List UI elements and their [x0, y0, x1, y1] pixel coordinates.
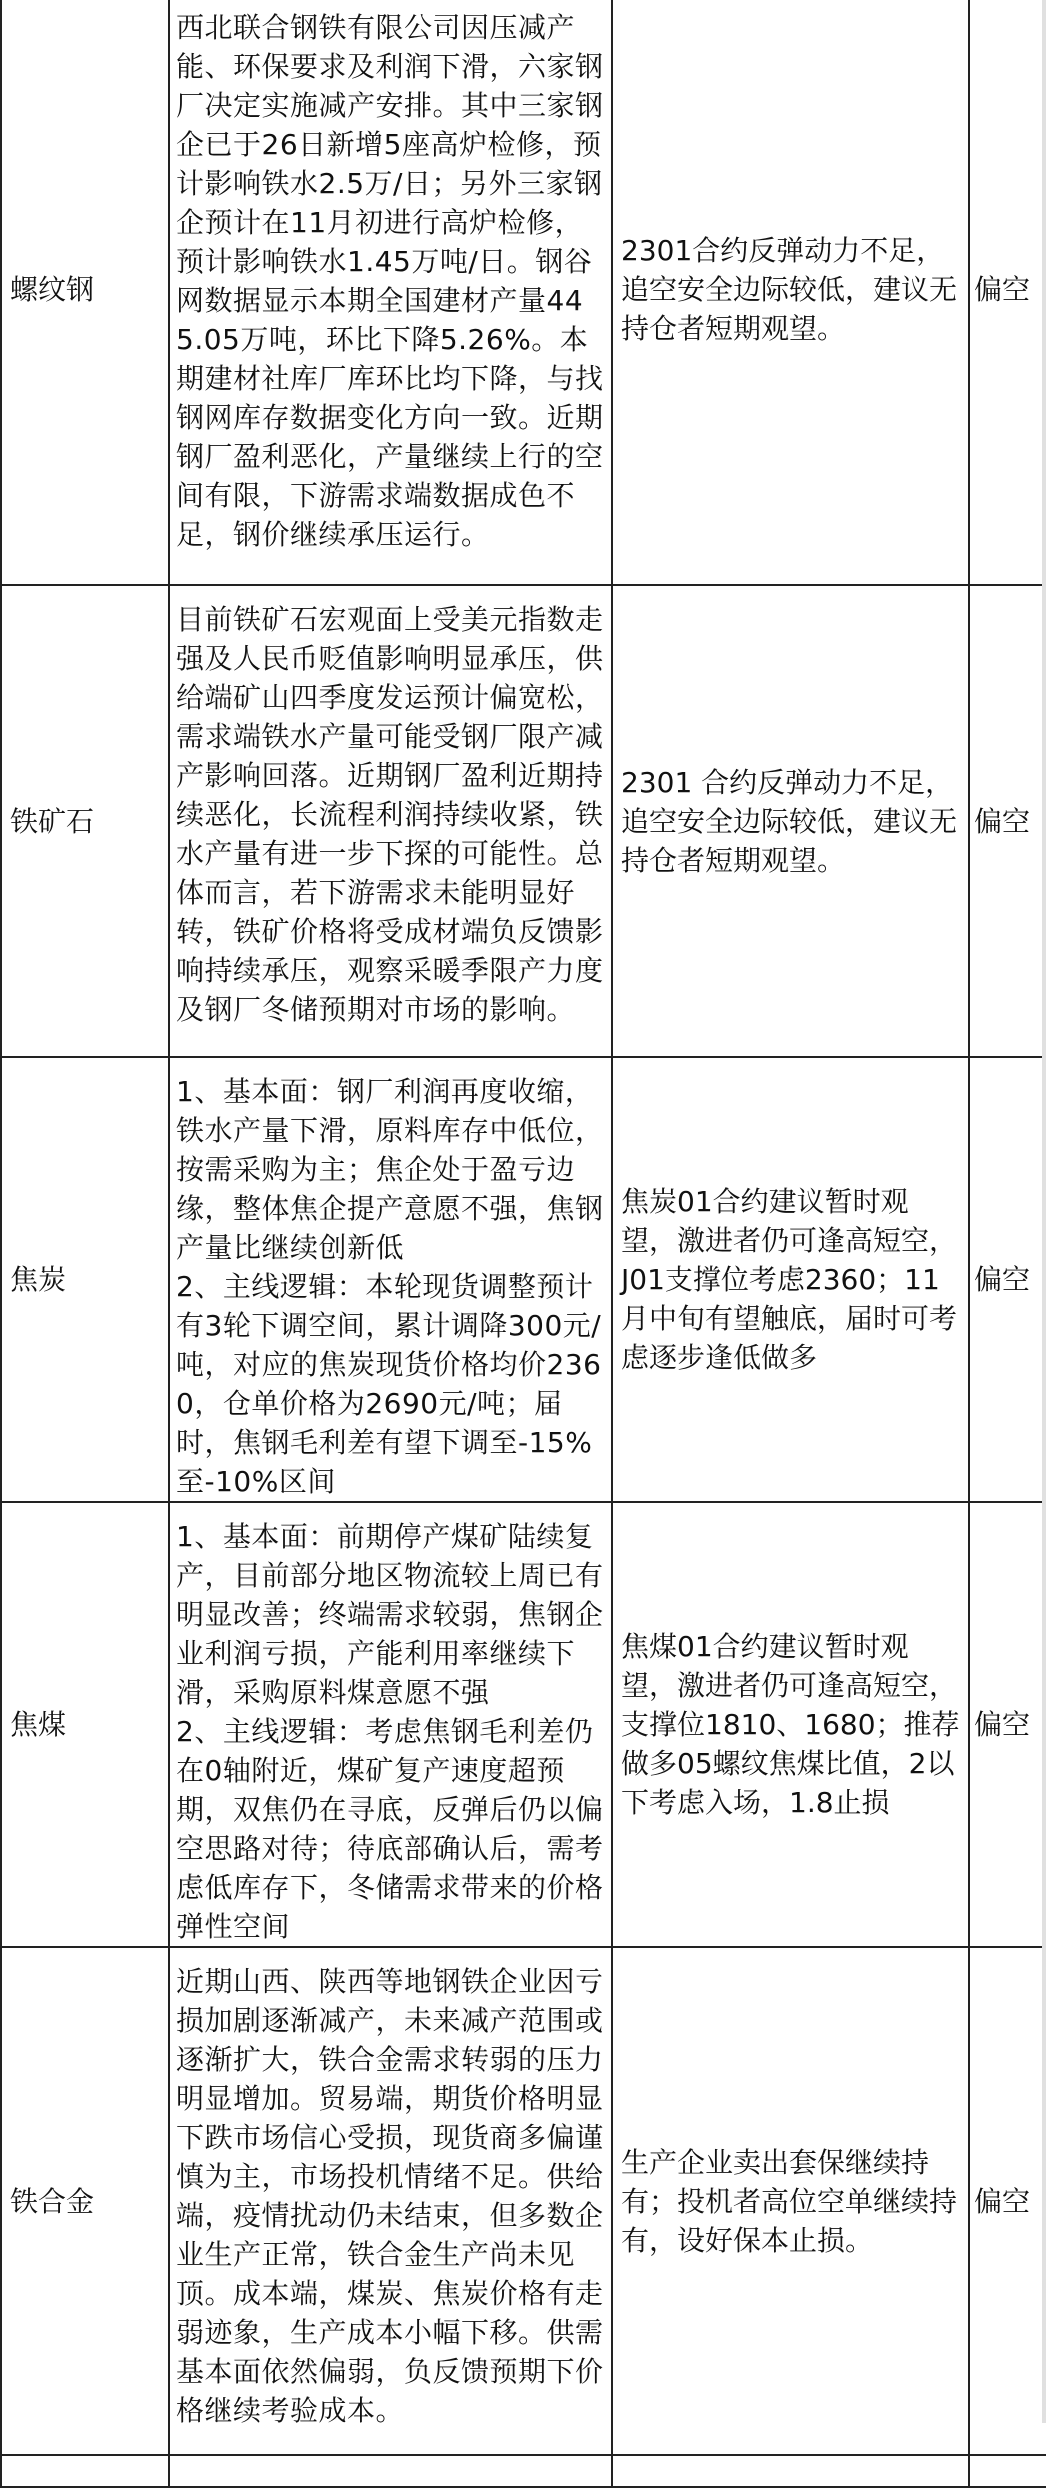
strategy-cell [612, 1057, 969, 1502]
commodity-name: 铁矿石 [1, 585, 169, 1057]
strategy-cell [612, 585, 969, 1057]
analysis-cell [169, 1947, 612, 2455]
table-row-iron-ore [1, 585, 1046, 1057]
analysis-cell [169, 1502, 612, 1947]
table-row-coking-coal [1, 1502, 1046, 1947]
view-label: 偏空 [969, 0, 1046, 585]
strategy-cell [612, 1502, 969, 1947]
scroll-edge [1042, 0, 1046, 2423]
analysis-text: 1、基本面：钢厂利润再度收缩，铁水产量下滑，原料库存中低位，按需采购为主；焦企处于盈亏边缘，整体焦企提产意愿不强，焦钢产量比继续创新低 2、主线逻辑：本轮现货调整预计有3轮下调空间，累计调降300元/吨，对应的焦炭现货价格均价2360，仓单价格为2690元/吨；届时，焦钢毛利差有望下调至-15%至-10%区间 [176, 1075, 604, 1498]
commodity-name: 焦炭 [1, 1057, 169, 1502]
strategy-cell [612, 0, 969, 585]
strategy-text: 2301 合约反弹动力不足，追空安全边际较低，建议无持仓者短期观望。 [621, 765, 958, 877]
strategy-text: 2301合约反弹动力不足，追空安全边际较低，建议无持仓者短期观望。 [621, 233, 958, 345]
commodity-name: 焦煤 [1, 1502, 169, 1947]
table-row-partial [1, 2455, 1046, 2487]
analysis-cell [169, 1057, 612, 1502]
empty-cell [969, 2455, 1046, 2487]
commodity-name: 螺纹钢 [1, 0, 169, 585]
analysis-cell [169, 0, 612, 585]
analysis-cell [169, 585, 612, 1057]
strategy-cell [612, 1947, 969, 2455]
view-label: 偏空 [969, 1057, 1046, 1502]
view-label: 偏空 [969, 1502, 1046, 1947]
strategy-text: 生产企业卖出套保继续持有；投机者高位空单继续持有，设好保本止损。 [621, 2145, 958, 2257]
analysis-text: 目前铁矿石宏观面上受美元指数走强及人民币贬值影响明显承压，供给端矿山四季度发运预计偏宽松，需求端铁水产量可能受钢厂限产减产影响回落。近期钢厂盈利近期持续恶化，长流程利润持续收紧，铁水产量有进一步下探的可能性。总体而言，若下游需求未能明显好转，铁矿价格将受成材端负反馈影响持续承压，观察采暖季限产力度及钢厂冬储预期对市场的影响。 [176, 603, 604, 1026]
view-label: 偏空 [969, 585, 1046, 1057]
analysis-text: 西北联合钢铁有限公司因压减产能、环保要求及利润下滑，六家钢厂决定实施减产安排。其中三家钢企已于26日新增5座高炉检修，预计影响铁水2.5万/日；另外三家钢企预计在11月初进行高炉检修，预计影响铁水1.45万吨/日。钢谷网数据显示本期全国建材产量445.05万吨，环比下降5.26%。本期建材社库厂库环比均下降，与找钢网库存数据变化方向一致。近期钢厂盈利恶化，产量继续上行的空间有限，下游需求端数据成色不足，钢价继续承压运行。 [176, 11, 604, 551]
strategy-text: 焦煤01合约建议暂时观望，激进者仍可逢高短空，支撑位1810、1680；推荐做多05螺纹焦煤比值，2以下考虑入场，1.8止损 [621, 1630, 960, 1819]
view-label: 偏空 [969, 1947, 1046, 2455]
table-row-rebar [1, 0, 1046, 585]
empty-cell [169, 2455, 612, 2487]
commodity-name: 铁合金 [1, 1947, 169, 2455]
empty-cell [612, 2455, 969, 2487]
analysis-text: 1、基本面：前期停产煤矿陆续复产，目前部分地区物流较上周已有明显改善；终端需求较弱，焦钢企业利润亏损，产能利用率继续下滑，采购原料煤意愿不强 2、主线逻辑：考虑焦钢毛利差仍在0轴附近，煤矿复产速度超预期，双焦仍在寻底，反弹后仍以偏空思路对待；待底部确认后，需考虑低库存下，冬储需求带来的价格弹性空间 [176, 1520, 604, 1943]
table-row-ferroalloy [1, 1947, 1046, 2455]
analysis-text: 近期山西、陕西等地钢铁企业因亏损加剧逐渐减产，未来减产范围或逐渐扩大，铁合金需求转弱的压力明显增加。贸易端，期货价格明显下跌市场信心受损，现货商多偏谨慎为主，市场投机情绪不足。供给端，疫情扰动仍未结束，但多数企业生产正常，铁合金生产尚未见顶。成本端，煤炭、焦炭价格有走弱迹象，生产成本小幅下移。供需基本面依然偏弱，负反馈预期下价格继续考验成本。 [176, 1965, 604, 2427]
strategy-text: 焦炭01合约建议暂时观望，激进者仍可逢高短空，J01支撑位考虑2360；11月中旬有望触底，届时可考虑逐步逢低做多 [621, 1185, 958, 1374]
table-row-coke [1, 1057, 1046, 1502]
empty-cell [1, 2455, 169, 2487]
